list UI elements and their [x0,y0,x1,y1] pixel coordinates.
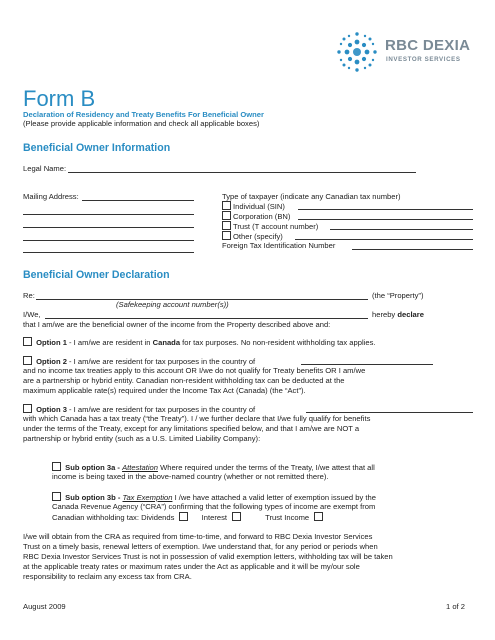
individual-label: Individual (SIN) [233,202,285,211]
hereby-text: hereby [372,310,396,319]
mailing-address-line-1[interactable] [82,200,194,201]
page-number: 1 of 2 [446,602,465,611]
sub-option-3b-title: Tax Exemption [122,493,173,502]
mailing-address-line-4[interactable] [23,240,194,241]
hereby-declare [372,310,424,320]
form-subtitle: Declaration of Residency and Treaty Benefits For Beneficial Owner [23,110,264,119]
trust-account-field[interactable] [330,229,473,230]
closing-line-4: at the applicable treaty rates or maximum rates under the Act as applicable and it will be my/our sole [23,562,360,571]
individual-sin-field[interactable] [298,209,473,210]
option-2-line-3: are a partnership or hybrid entity. Canadian non-resident withholding tax can be deducted at the [23,376,345,385]
section-heading-declaration: Beneficial Owner Declaration [23,269,170,281]
sub-option-3b-line-3 [52,512,325,523]
option-1-text-a: - I am/we are resident in [66,338,153,347]
option-1-label: Option 1 [36,338,67,347]
option-1 [23,337,376,348]
closing-line-5: responsibility to reclaim any excess tax from CRA. [23,572,192,581]
legal-name-label: Legal Name: [23,164,67,173]
foreign-tax-id-label: Foreign Tax Identification Number [222,241,336,250]
mailing-address-line-3[interactable] [23,227,194,228]
corporation-checkbox[interactable] [222,211,231,220]
option-3-line-3: under the terms of the Treaty, except for any limitations specified below, and that I am/we are NOT a [23,424,360,433]
option-1-checkbox[interactable] [23,337,32,346]
option-3-line-4: partnership or hybrid entity (such as a U.S. Limited Liability Company): [23,434,261,443]
mailing-address-label: Mailing Address: [23,192,79,201]
brand-name: RBC DEXIA [385,37,471,54]
iwe-label: I/We, [23,310,41,319]
option-1-text-b: for tax purposes. No non-resident withholding tax applies. [180,338,376,347]
sub-option-3b-line-2: Canada Revenue Agency (“CRA”) confirming that the following types of income are exempt from [52,502,376,511]
option-2-line-1: - I am/we are resident for tax purposes in the country of [66,357,256,366]
brand-subtitle: INVESTOR SERVICES [386,56,461,63]
option-3-label: Option 3 [36,405,67,414]
sub-option-3a-line-1: Where required under the terms of the Treaty, I/we attest that all [157,463,375,472]
trust-income-checkbox[interactable] [314,512,323,521]
sub-option-3b-line-1: I /we have attached a valid letter of exemption issued by the [172,493,376,502]
option-2-label: Option 2 [36,357,67,366]
option-3-line-2: with which Canada has a tax treaty (“the Treaty”). I / we further declare that I/we fully qualify for benefits [23,414,371,423]
sub-option-3a-label: Sub option 3a - [65,463,123,472]
safekeeping-account-caption: (Safekeeping account number(s)) [116,300,229,309]
option-3-line-1: - I am/we are resident for tax purposes in the country of [66,405,256,414]
trust-label: Trust (T account number) [233,222,319,231]
re-label: Re: [23,291,35,300]
option-2-country-field[interactable] [301,364,433,365]
other-label: Other (specify) [233,232,283,241]
sub-option-3b-label: Sub option 3b - [65,493,123,502]
taxpayer-type-label: Type of taxpayer (indicate any Canadian tax number) [222,192,401,201]
option-3-country-field[interactable] [306,412,473,413]
option-1-canada: Canada [152,338,181,347]
option-3-checkbox[interactable] [23,404,32,413]
mailing-address-line-5[interactable] [23,252,194,253]
brand-logo [335,30,485,80]
page-title: Form B [23,86,96,111]
option-2-line-2: and no income tax treaties apply to this account OR I/we do not qualify for Treaty benefits OR I am/we [23,366,366,375]
sub-option-3b-checkbox[interactable] [52,492,61,501]
declare-text: declare [397,310,424,319]
legal-name-field[interactable] [68,172,416,173]
trust-checkbox[interactable] [222,221,231,230]
closing-line-1: I/we will obtain from the CRA as required from time-to-time, and forward to RBC Dexia Investor Services [23,532,373,541]
section-heading-info: Beneficial Owner Information [23,142,171,154]
other-specify-field[interactable] [295,239,473,240]
sub-option-3a-title: Attestation [122,463,158,472]
owner-statement: that I am/we are the beneficial owner of the income from the Property described above and: [23,320,331,329]
footer-date: August 2009 [23,602,66,611]
foreign-tax-id-field[interactable] [352,249,473,250]
form-instructions: (Please provide applicable information and check all applicable boxes) [23,119,260,128]
other-checkbox[interactable] [222,231,231,240]
individual-checkbox[interactable] [222,201,231,210]
option-2-line-4: maximum applicable rate(s) required under the Income Tax Act (Canada) (the “Act”). [23,386,306,395]
property-text: (the “Property”) [372,291,424,300]
trust-income-label: Trust Income [265,513,310,522]
closing-line-2: Trust on a timely basis, renewal letters of exemption. I/we understand that, for any period or periods when [23,542,378,551]
withholding-prefix: Canadian withholding tax: Dividends [52,513,175,522]
interest-checkbox[interactable] [232,512,241,521]
corporation-label: Corporation (BN) [233,212,291,221]
sub-option-3a-line-2: income is being taxed in the above-named country (whether or not remitted there). [52,472,329,481]
owner-name-field[interactable] [45,318,368,319]
corporation-bn-field[interactable] [298,219,473,220]
interest-label: Interest [201,513,227,522]
dividends-checkbox[interactable] [179,512,188,521]
option-2-checkbox[interactable] [23,356,32,365]
rbc-dexia-logo-icon [335,30,379,74]
sub-option-3a-checkbox[interactable] [52,462,61,471]
mailing-address-line-2[interactable] [23,214,194,215]
closing-line-3: RBC Dexia Investor Services Trust is not in possession of valid exemption letters, withholding tax will be taken [23,552,393,561]
